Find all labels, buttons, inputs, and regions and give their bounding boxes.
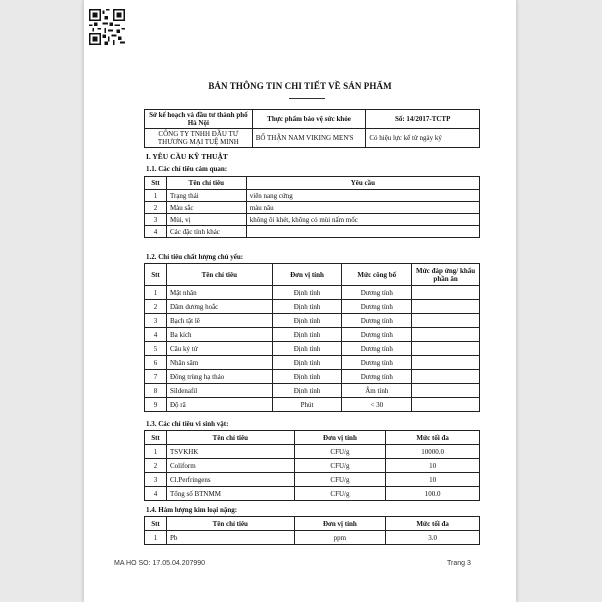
heading-1-3: 1.3. Các chỉ tiêu vi sinh vật: [146,420,229,428]
criterion-name: Trạng thái [166,190,246,202]
criterion-name: Màu sắc [166,202,246,214]
col-header: Đơn vị tính [272,264,342,286]
unit: ppm [294,531,386,545]
row-index: 1 [145,190,167,202]
col-header: Stt [145,264,167,286]
criterion-name: Cl.Perfringens [166,473,294,487]
heading-1-1: 1.1. Các chỉ tiêu cảm quan: [146,165,228,173]
col-header: Đơn vị tính [294,431,386,445]
criterion-name: Sildenafil [166,384,272,398]
heavy-metal-table [144,516,480,545]
header-number: Số: 14/2017-TCTP [366,110,480,129]
col-header: Tên chỉ tiêu [166,431,294,445]
unit: CFU/g [294,445,386,459]
criterion-name: Các đặc tính khác [166,226,246,238]
serving-level [412,314,480,328]
col-header: Yêu cầu [246,177,479,190]
criterion-name: Độ rã [166,398,272,412]
max-level: 10000.0 [386,445,480,459]
max-level: 10 [386,459,480,473]
table-row [145,356,480,370]
table-row [145,190,480,202]
header-org: Sở kế hoạch và đầu tư thành phố Hà Nội [145,110,253,129]
table-row [145,328,480,342]
serving-level [412,300,480,314]
row-index: 3 [145,214,167,226]
table-row [145,286,480,300]
row-index: 2 [145,459,167,473]
row-index: 1 [145,445,167,459]
unit: CFU/g [294,473,386,487]
table-row [145,342,480,356]
table-row [145,459,480,473]
max-level: 100.0 [386,487,480,501]
criterion-name: Bạch tật lê [166,314,272,328]
criterion-name: Câu kỷ tử [166,342,272,356]
max-level: 10 [386,473,480,487]
serving-level [412,356,480,370]
col-header: Mức công bố [342,264,412,286]
col-header: Mức đáp ứng/ khẩu phần ăn [412,264,480,286]
table-row [145,473,480,487]
unit: Định tính [272,286,342,300]
col-header: Stt [145,431,167,445]
serving-level [412,328,480,342]
file-code: MA HO SO: 17.05.04.207990 [114,560,206,567]
criterion-name: Mật nhân [166,286,272,300]
serving-level [412,370,480,384]
document-page [84,0,516,602]
title-underline [289,98,325,99]
quality-table [144,263,480,412]
row-index: 5 [145,342,167,356]
criterion-name: Nhân sâm [166,356,272,370]
declared-level: Dương tính [342,342,412,356]
requirement [246,226,479,238]
col-header: Đơn vị tính [294,517,386,531]
unit: Định tính [272,300,342,314]
col-header: Tên chỉ tiêu [166,517,294,531]
row-index: 7 [145,370,167,384]
row-index: 4 [145,328,167,342]
heading-1-4: 1.4. Hàm lượng kim loại nặng: [146,506,238,514]
unit: Phút [272,398,342,412]
col-header: Stt [145,517,167,531]
row-index: 4 [145,487,167,501]
heading-1-2: 1.2. Chỉ tiêu chất lượng chủ yếu: [146,253,244,261]
table-row [145,384,480,398]
declared-level: < 30 [342,398,412,412]
row-index: 8 [145,384,167,398]
table-row [145,300,480,314]
criterion-name: Coliform [166,459,294,473]
table-row [145,214,480,226]
document-title: BẢN THÔNG TIN CHI TIẾT VỀ SẢN PHẨM [208,81,392,91]
row-index: 1 [145,531,167,545]
row-index: 2 [145,300,167,314]
unit: Định tính [272,356,342,370]
row-index: 3 [145,314,167,328]
unit: CFU/g [294,459,386,473]
microbial-table [144,430,480,501]
table-row [145,226,480,238]
unit: Định tính [272,342,342,356]
criterion-name: Pb [166,531,294,545]
table-row [145,487,480,501]
sensory-table [144,176,480,238]
requirement: không ôi khét, không có mùi nấm mốc [246,214,479,226]
declared-level: Dương tính [342,314,412,328]
criterion-name: Dâm dương hoắc [166,300,272,314]
row-index: 1 [145,286,167,300]
declared-level: Dương tính [342,286,412,300]
header-table [144,109,480,148]
qr-code-icon [89,9,125,45]
header-product: BỔ THẬN NAM VIKING MEN'S [252,129,366,148]
table-row [145,531,480,545]
header-category: Thực phẩm bảo vệ sức khỏe [252,110,366,129]
unit: Định tính [272,370,342,384]
requirement: màu nâu [246,202,479,214]
section-heading-1: I. YÊU CẦU KỸ THUẬT [146,152,228,161]
header-company: CÔNG TY TNHH ĐẦU TƯ THƯƠNG MẠI TUỆ MINH [145,129,253,148]
declared-level: Dương tính [342,300,412,314]
table-row [145,398,480,412]
col-header: Mức tối đa [386,431,480,445]
unit: Định tính [272,314,342,328]
table-row [145,202,480,214]
criterion-name: Ba kích [166,328,272,342]
serving-level [412,342,480,356]
table-row [145,445,480,459]
table-row [145,314,480,328]
declared-level: Dương tính [342,328,412,342]
declared-level: Dương tính [342,370,412,384]
row-index: 3 [145,473,167,487]
criterion-name: Đông trùng hạ thảo [166,370,272,384]
criterion-name: TSVKHK [166,445,294,459]
criterion-name: Tổng số BTNMM [166,487,294,501]
col-header: Stt [145,177,167,190]
serving-level [412,384,480,398]
requirement: viên nang cứng [246,190,479,202]
col-header: Mức tối đa [386,517,480,531]
row-index: 4 [145,226,167,238]
unit: Định tính [272,328,342,342]
col-header: Tên chỉ tiêu [166,177,246,190]
serving-level [412,286,480,300]
row-index: 2 [145,202,167,214]
header-validity: Có hiệu lực kể từ ngày ký [366,129,480,148]
row-index: 6 [145,356,167,370]
serving-level [412,398,480,412]
page-number: Trang 3 [447,560,471,567]
row-index: 9 [145,398,167,412]
declared-level: Âm tính [342,384,412,398]
col-header: Tên chỉ tiêu [166,264,272,286]
table-row [145,370,480,384]
unit: Định tính [272,384,342,398]
unit: CFU/g [294,487,386,501]
declared-level: Dương tính [342,356,412,370]
max-level: 3.0 [386,531,480,545]
criterion-name: Mùi, vị [166,214,246,226]
